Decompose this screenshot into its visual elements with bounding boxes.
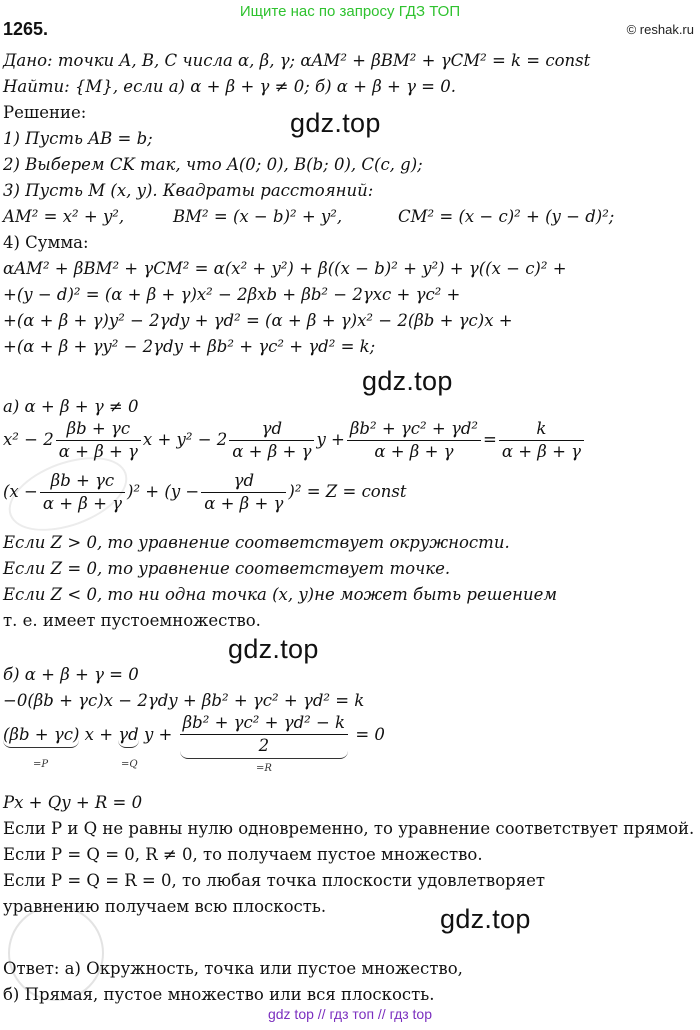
result-line-1: Если P и Q не равны нулю одновременно, то уравнение соответствует прямой.	[3, 819, 695, 838]
step-1: 1) Пусть AB = b;	[3, 129, 153, 148]
given-line: Дано: точки A, B, C числа α, β, γ; αAM² + βBM² + γCM² = k = const	[3, 51, 591, 70]
z-zero-line: Если Z = 0, то уравнение соответствует точке.	[3, 559, 451, 578]
formula-z-const: = Z = const	[306, 482, 407, 501]
fraction-3-denominator: α + β + γ	[374, 442, 454, 461]
step-4: 4) Сумма:	[3, 233, 89, 252]
formula-b-y: y +	[143, 725, 173, 744]
p-label: =P	[33, 759, 49, 770]
formula-z-close1: )² + (y −	[127, 482, 200, 501]
q-label: =Q	[121, 759, 138, 770]
watermark-4: gdz.top	[440, 904, 531, 934]
z-positive-line: Если Z > 0, то уравнение соответствует окружности.	[3, 533, 510, 552]
sum-line-1: αAM² + βBM² + γCM² = α(x² + y²) + β((x − b)² + y²) + γ((x − c)² +	[3, 259, 567, 278]
formula-b-eq0: = 0	[355, 725, 385, 744]
watermark-2: gdz.top	[362, 366, 453, 396]
solution-heading: Решение:	[3, 103, 87, 122]
formula-z-close2: )²	[288, 482, 302, 501]
watermark-1: gdz.top	[290, 108, 381, 138]
formula-z-open1: (x −	[3, 482, 38, 501]
fraction-4-denominator: α + β + γ	[501, 442, 582, 461]
p-brace: (βb + γc)	[3, 724, 79, 748]
z-negative-line: Если Z < 0, то ни одна точка (x, y)не может быть решением	[3, 585, 558, 604]
case-b-heading: б) α + β + γ = 0	[3, 665, 139, 684]
r-denominator: 2	[258, 736, 270, 755]
search-banner[interactable]: Ищите нас по запросу ГДЗ ТОП	[239, 3, 461, 20]
formula-b-x: x +	[84, 725, 114, 744]
r-label: =R	[256, 763, 272, 774]
fraction-4-numerator: k	[499, 418, 584, 441]
fraction-3-numerator: βb² + γc² + γd²	[347, 418, 481, 441]
fraction-1-numerator: βb + γc	[56, 418, 141, 441]
footer-links[interactable]: gdz top // гдз топ // гдз top	[267, 1006, 433, 1022]
r-numerator: βb² + γc² + γd² − k	[180, 712, 348, 735]
formula-a-mid1: x + y² − 2	[142, 430, 228, 449]
distance-bm: BM² = (x − b)² + y²,	[173, 207, 343, 226]
copyright-label: © reshak.ru	[626, 22, 694, 37]
step-3: 3) Пусть M (x, y). Квадраты расстояний:	[3, 181, 374, 200]
z-negative-line-2: т. е. имеет пустоемножество.	[3, 611, 261, 630]
result-line-4: уравнению получаем всю плоскость.	[3, 897, 327, 916]
fraction-z2-denominator: α + β + γ	[204, 494, 284, 513]
result-line-3: Если P = Q = R = 0, то любая точка плоскости удовлетворяет	[3, 871, 546, 890]
sum-line-2: +(y − d)² = (α + β + γ)x² − 2βxb + βb² − 2γxc + γc² +	[3, 285, 461, 304]
fraction-2	[229, 418, 314, 463]
q-brace: γd	[118, 724, 138, 748]
watermark-3: gdz.top	[228, 634, 319, 664]
find-line: Найти: {M}, если а) α + β + γ ≠ 0; б) α + β + γ = 0.	[3, 77, 456, 96]
step-2: 2) Выберем CK так, что A(0; 0), B(b; 0), C(c, g);	[3, 155, 423, 174]
fraction-z1	[40, 470, 125, 515]
formula-a-x2: x² − 2	[3, 430, 54, 449]
pqr-line: Px + Qy + R = 0	[3, 793, 143, 812]
fraction-2-numerator: γd	[229, 418, 314, 441]
fraction-2-denominator: α + β + γ	[232, 442, 312, 461]
result-line-2: Если P = Q = 0, R ≠ 0, то получаем пустое множество.	[3, 845, 483, 864]
formula-z	[3, 470, 406, 515]
case-b-line-1: −0(βb + γc)x − 2γdy + βb² + γc² + γd² = k	[3, 691, 365, 710]
formula-b	[3, 712, 385, 759]
formula-a-mid2: y +	[316, 430, 345, 449]
fraction-z2	[201, 470, 286, 515]
sum-line-4: +(α + β + γy² − 2γdy + βb² + γc² + γd² = k;	[3, 337, 376, 356]
fraction-4	[499, 418, 584, 463]
sum-line-3: +(α + β + γ)y² − 2γdy + γd² = (α + β + γ)x² − 2(βb + γc)x +	[3, 311, 513, 330]
formula-a-eq: =	[483, 430, 497, 449]
fraction-3	[347, 418, 481, 463]
r-fraction	[180, 712, 348, 759]
problem-number: 1265.	[3, 19, 49, 39]
distance-cm: CM² = (x − c)² + (y − d)²;	[398, 207, 615, 226]
formula-a	[3, 418, 586, 463]
answer-line-1: Ответ: а) Окружность, точка или пустое множество,	[3, 959, 463, 978]
case-a-heading: а) α + β + γ ≠ 0	[3, 397, 139, 416]
distance-am: AM² = x² + y²,	[3, 207, 125, 226]
fraction-1-denominator: α + β + γ	[58, 442, 138, 461]
fraction-z2-numerator: γd	[201, 470, 286, 493]
fraction-1	[56, 418, 141, 463]
fraction-z1-numerator: βb + γc	[40, 470, 125, 493]
answer-line-2: б) Прямая, пустое множество или вся плоскость.	[3, 985, 435, 1004]
fraction-z1-denominator: α + β + γ	[42, 494, 123, 513]
